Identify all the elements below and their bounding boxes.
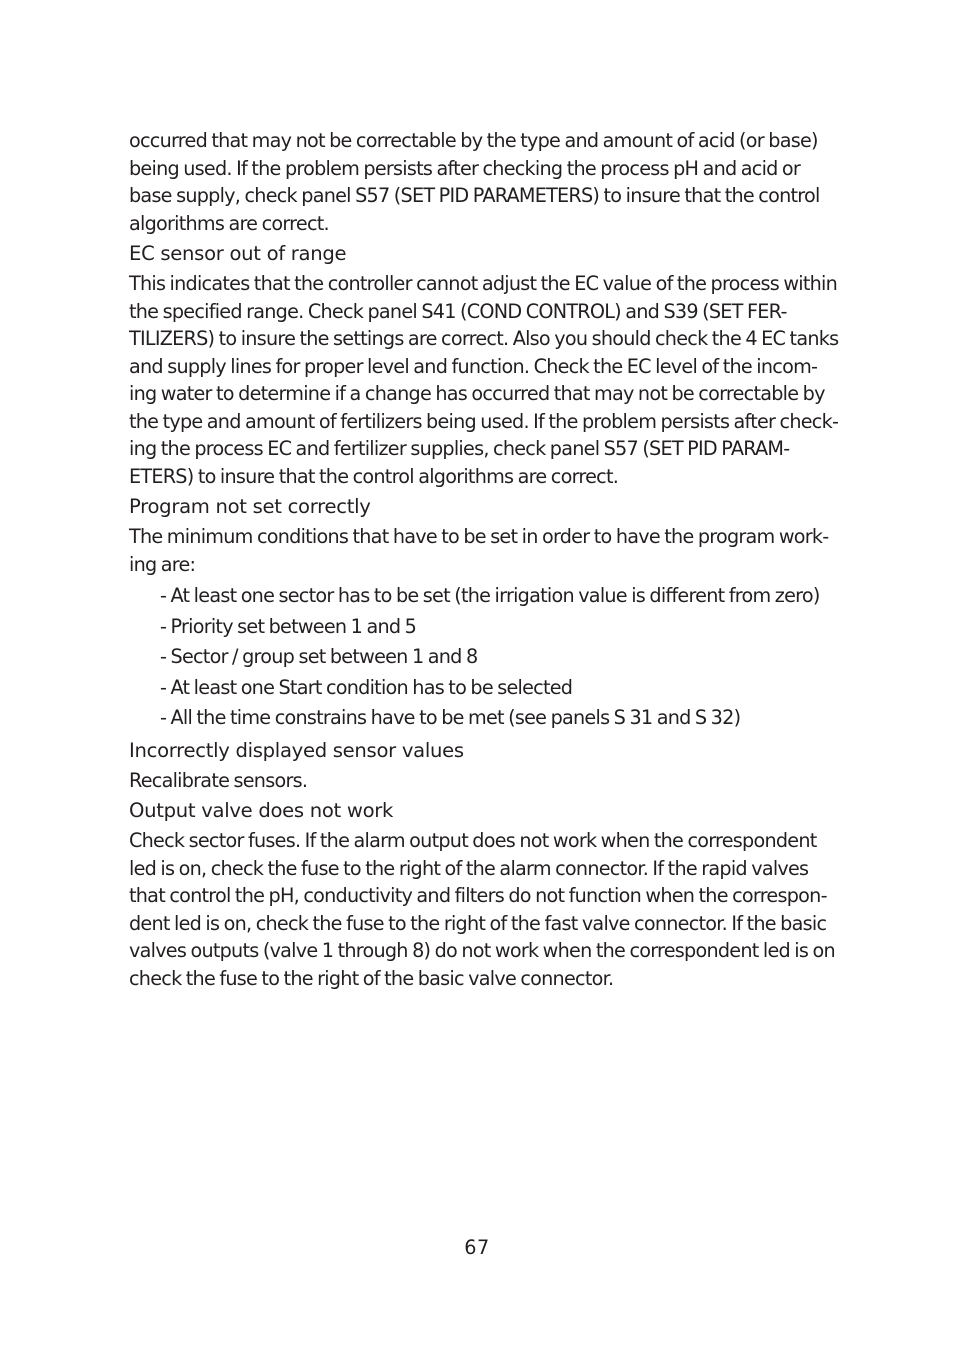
text-line: and supply lines for proper level and function. Check the EC level of the incom- [129, 354, 818, 378]
text-line: base supply, check panel S57 (SET PID PARAMETERS) to insure that the control [129, 184, 820, 207]
page-content [129, 125, 839, 992]
text-line: algorithms are correct. [129, 211, 329, 235]
list-item: - All the time constrains have to be met (see panels S 31 and S 32) [160, 706, 741, 729]
list-item: - Priority set between 1 and 5 [160, 614, 417, 638]
text-line: This indicates that the controller cannot adjust the EC value of the process within [129, 272, 838, 295]
text-line: valves outputs (valve 1 through 8) do not work when the correspondent led is on [129, 939, 835, 962]
section-incorrect-sensor-values [129, 737, 824, 795]
text-line: check the fuse to the right of the basic valve connector. [129, 966, 614, 990]
text-line: ing water to determine if a change has occurred that may not be correctable by [129, 382, 825, 405]
section-program-not-set [129, 493, 829, 734]
text-line: dent led is on, check the fuse to the right of the fast valve connector. If the basic [129, 911, 827, 935]
text-line: the type and amount of fertilizers being used. If the problem persists after check- [129, 409, 839, 433]
text-line: Check sector fuses. If the alarm output does not work when the correspondent [129, 829, 817, 852]
text-line: TILIZERS) to insure the settings are correct. Also you should check the 4 EC tanks [129, 327, 839, 350]
section-heading: Output valve does not work [129, 799, 394, 822]
list-item: - At least one sector has to be set (the irrigation value is different from zero) [160, 584, 820, 607]
text-line: Recalibrate sensors. [129, 768, 308, 792]
section-paragraph [129, 827, 835, 992]
text-line: led is on, check the fuse to the right of the alarm connector. If the rapid valves [129, 856, 809, 880]
page-number: 67 [464, 1236, 490, 1259]
section-heading: Program not set correctly [129, 495, 371, 518]
intro-paragraph [129, 127, 824, 237]
text-line: ing the process EC and fertilizer supplies, check panel S57 (SET PID PARAM- [129, 437, 790, 460]
list-item: - Sector / group set between 1 and 8 [160, 645, 478, 668]
section-output-valve [129, 797, 835, 992]
section-heading: Incorrectly displayed sensor values [129, 738, 464, 762]
text-line: that control the pH, conductivity and filters do not function when the correspon- [129, 884, 827, 907]
text-line: occurred that may not be correctable by the type and amount of acid (or base) [129, 129, 818, 152]
section-paragraph [129, 523, 829, 578]
section-paragraph [129, 767, 824, 795]
section-heading: EC sensor out of range [129, 242, 347, 265]
conditions-list [129, 581, 824, 734]
text-line: being used. If the problem persists after checking the process pH and acid or [129, 156, 801, 180]
list-item: - At least one Start condition has to be selected [160, 675, 573, 699]
text-line: ETERS) to insure that the control algorithms are correct. [129, 464, 619, 488]
section-paragraph [129, 270, 839, 490]
section-ec-sensor [129, 240, 839, 490]
text-line: The minimum conditions that have to be set in order to have the program work- [129, 525, 829, 548]
text-line: the specified range. Check panel S41 (COND CONTROL) and S39 (SET FER- [129, 299, 787, 323]
text-line: ing are: [129, 552, 196, 576]
